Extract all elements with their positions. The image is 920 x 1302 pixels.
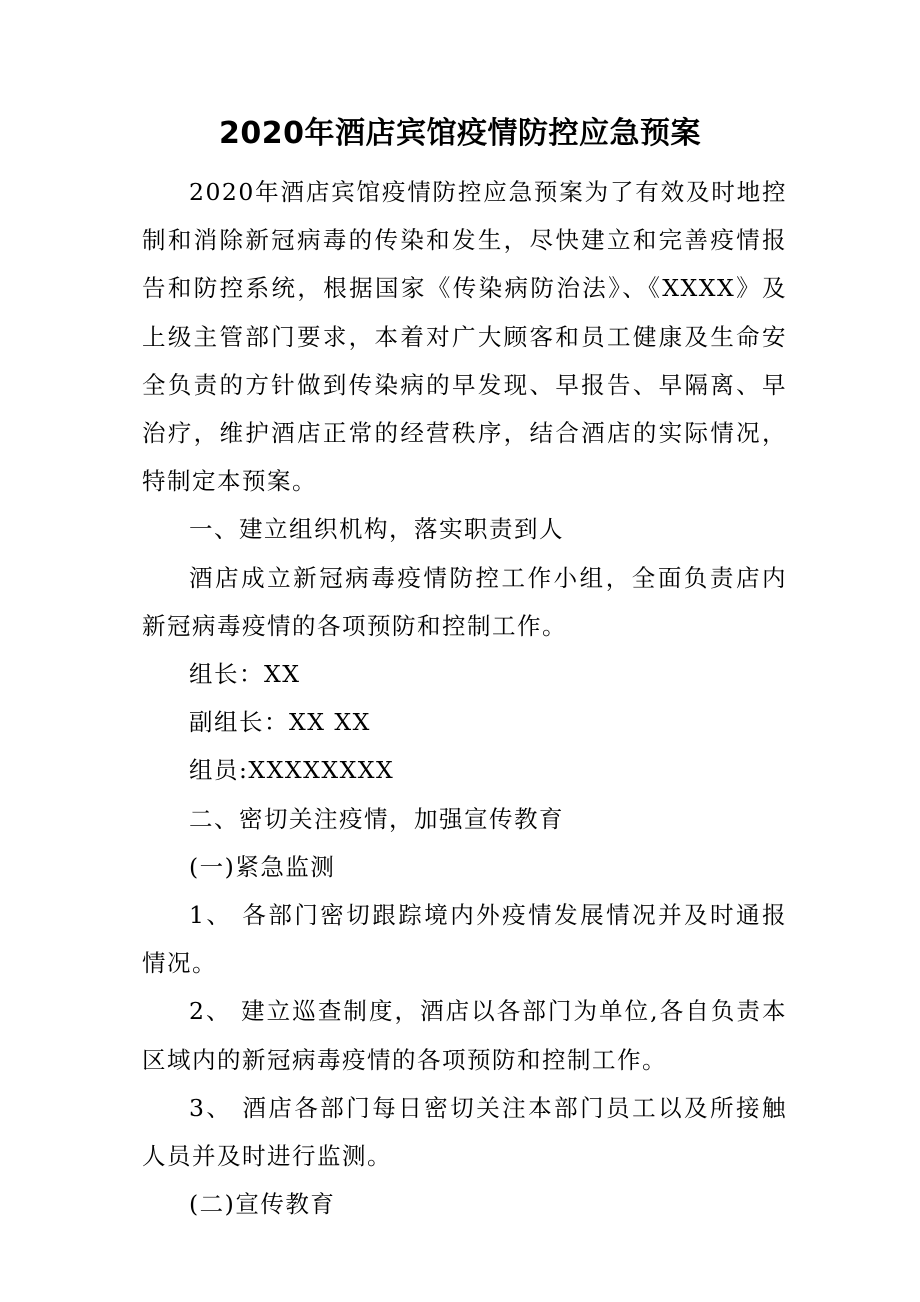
members-line: 组员:XXXXXXXX — [189, 756, 395, 785]
section-two-heading: 二、密切关注疫情，加强宣传教育 — [189, 804, 564, 833]
intro-paragraph: 2020年酒店宾馆疫情防控应急预案为了有效及时地控制和消除新冠病毒的传染和发生，尽快建立和完善疫情报告和防控系统，根据国家《传染病防治法》、《XXXX》及上级主管部门要求，本着对广大顾客和员工健康及生命安全负责的方针做到传染病的早发现、早报告、早隔离、早治疗，维护酒店正常的经营秩序，结合酒店的实际情况，特制定本预案。 — [142, 178, 787, 496]
document-body — [142, 168, 787, 1228]
group-leader-line: 组长：XX — [189, 660, 301, 689]
deputy-leader-line: 副组长：XX XX — [189, 708, 371, 737]
document-title: 2020年酒店宾馆疫情防控应急预案 — [219, 116, 701, 151]
section-one-heading: 一、建立组织机构，落实职责到人 — [189, 515, 564, 544]
monitoring-item-1: 1、 各部门密切跟踪境内外疫情发展情况并及时通报情况。 — [142, 901, 787, 978]
monitoring-item-3: 3、 酒店各部门每日密切关注本部门员工以及所接触人员并及时进行监测。 — [142, 1093, 787, 1171]
subsection-education-heading: (二)宣传教育 — [189, 1190, 336, 1219]
subsection-monitoring-heading: (一)紧急监测 — [189, 852, 336, 881]
task-group-paragraph: 酒店成立新冠病毒疫情防控工作小组，全面负责店内新冠病毒疫情的各项预防和控制工作。 — [142, 563, 787, 640]
monitoring-item-2: 2、 建立巡查制度，酒店以各部门为单位,各自负责本区域内的新冠病毒疫情的各项预防和控制工作。 — [142, 997, 787, 1074]
